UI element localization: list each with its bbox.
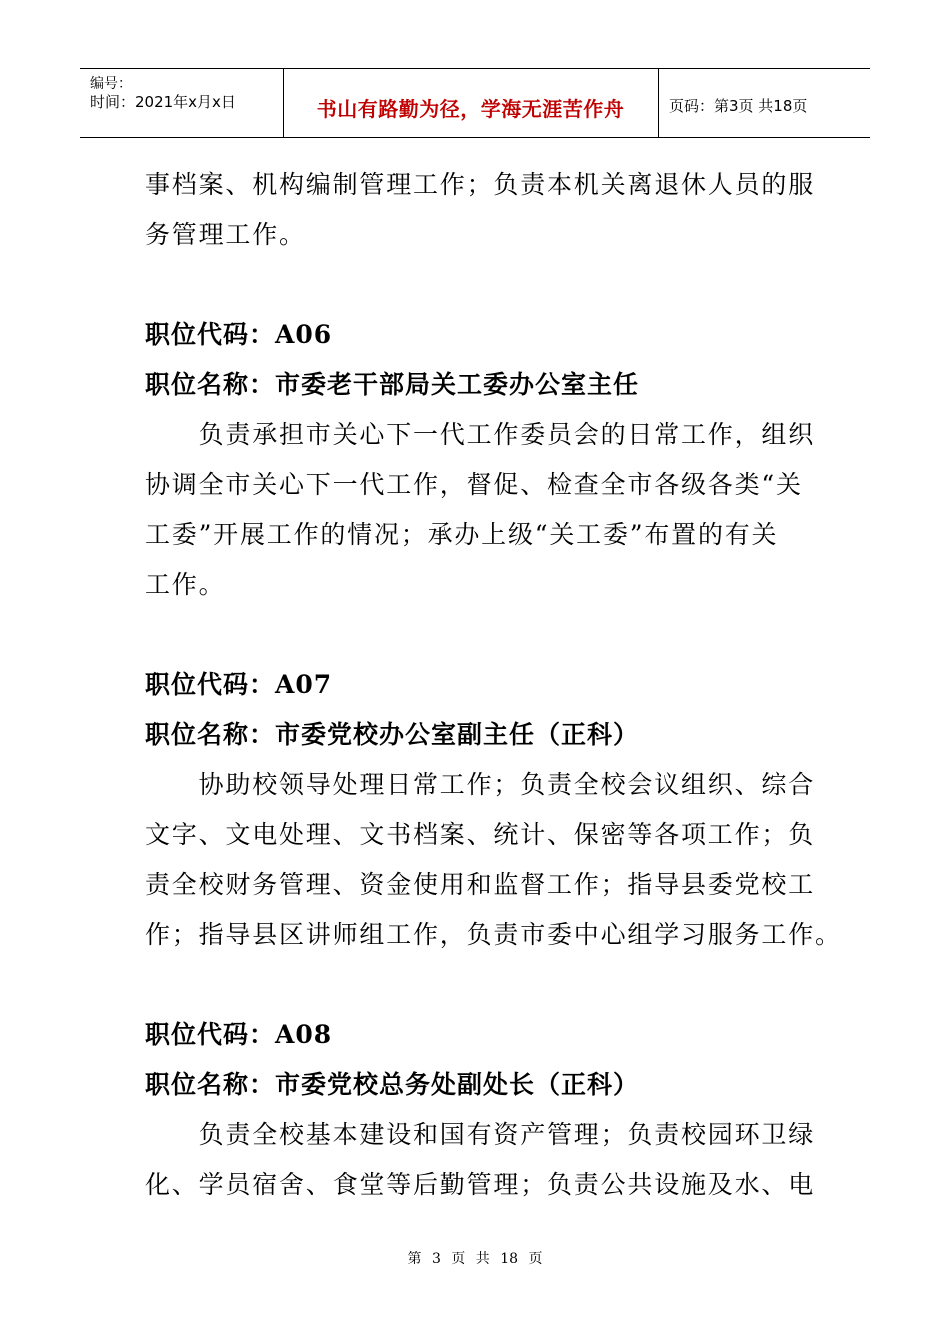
body-line: 协调全市关心下一代工作，督促、检查全市各级各类“关 — [145, 470, 803, 499]
header-meta-cell — [80, 69, 284, 137]
page-footer: 第 3 页 共 18 页 — [407, 1251, 543, 1267]
position-code: 职位代码：A08 — [145, 1020, 333, 1049]
position-code: 职位代码：A06 — [145, 320, 333, 349]
body-line: 务管理工作。 — [145, 220, 306, 249]
document-time-label: 时间：2021年x月x日 — [90, 93, 236, 111]
position-code: 职位代码：A07 — [145, 670, 333, 699]
header-motto: 书山有路勤为径，学海无涯苦作舟 — [316, 97, 625, 121]
body-line: 事档案、机构编制管理工作；负责本机关离退休人员的服 — [145, 170, 816, 199]
header-page-cell — [659, 69, 870, 137]
position-name: 职位名称：市委党校总务处副处长（正科） — [145, 1070, 640, 1099]
page-header — [80, 68, 870, 138]
body-line: 作；指导县区讲师组工作，负责市委中心组学习服务工作。 — [145, 920, 842, 949]
body-line: 协助校领导处理日常工作；负责全校会议组织、综合 — [145, 770, 816, 799]
body-line: 责全校财务管理、资金使用和监督工作；指导县委党校工 — [145, 870, 816, 899]
body-line: 化、学员宿舍、食堂等后勤管理；负责公共设施及水、电 — [145, 1170, 816, 1199]
document-body — [145, 160, 842, 1210]
body-line: 负责承担市关心下一代工作委员会的日常工作，组织 — [145, 420, 816, 449]
body-line: 文字、文电处理、文书档案、统计、保密等各项工作；负 — [145, 820, 816, 849]
body-line: 工作。 — [145, 570, 226, 599]
position-name: 职位名称：市委老干部局关工委办公室主任 — [145, 370, 640, 399]
body-line: 负责全校基本建设和国有资产管理；负责校园环卫绿 — [145, 1120, 816, 1149]
position-name: 职位名称：市委党校办公室副主任（正科） — [145, 720, 640, 749]
document-number-label: 编号： — [90, 76, 132, 92]
header-page-info: 页码：第3页 共18页 — [669, 97, 808, 115]
header-motto-cell — [283, 69, 659, 137]
body-line: 工委”开展工作的情况；承办上级“关工委”布置的有关 — [145, 520, 779, 549]
